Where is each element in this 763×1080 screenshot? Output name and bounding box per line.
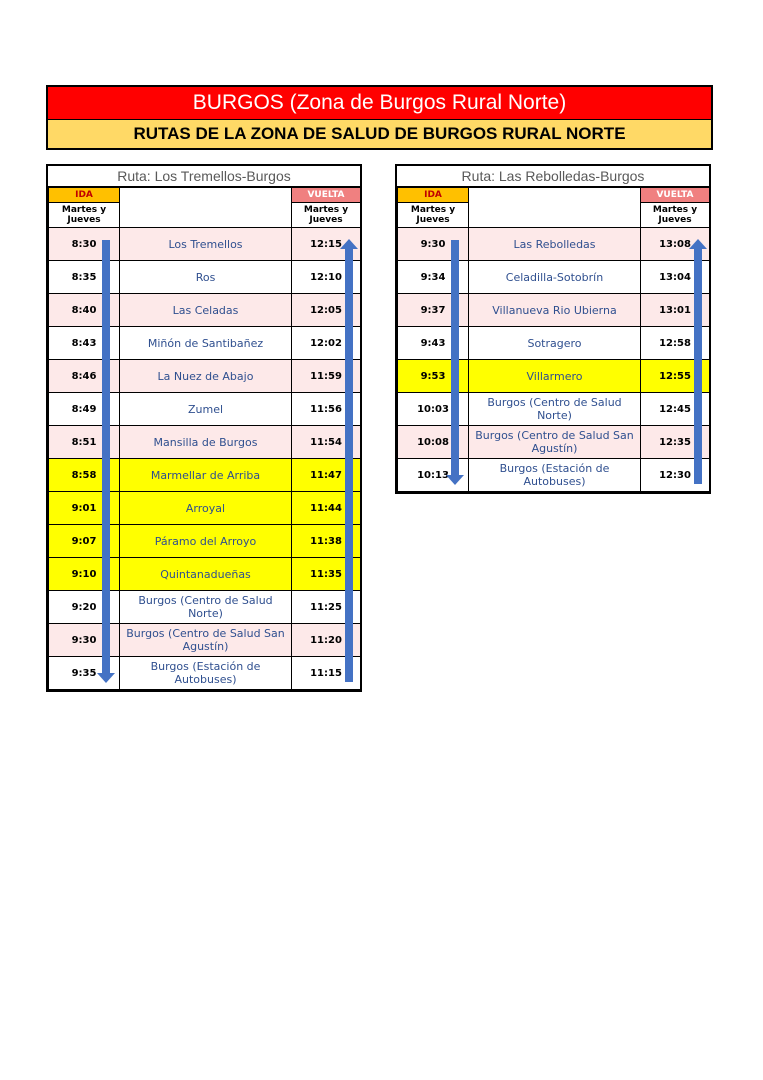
page-header	[46, 85, 713, 150]
vuelta-time: 12:15	[292, 228, 361, 261]
vuelta-time: 12:05	[292, 294, 361, 327]
vuelta-time: 11:20	[292, 624, 361, 657]
schedule-table	[397, 187, 710, 492]
stop-name: Burgos (Estación de Autobuses)	[120, 657, 292, 690]
schedule-row	[49, 228, 361, 261]
arrow-head-down-icon	[97, 673, 115, 683]
stop-name: Los Tremellos	[120, 228, 292, 261]
vuelta-time: 11:25	[292, 591, 361, 624]
stop-name: Marmellar de Arriba	[120, 459, 292, 492]
vuelta-time: 11:35	[292, 558, 361, 591]
ida-direction-arrow-down-icon	[451, 240, 459, 476]
ida-time: 10:13	[398, 459, 469, 492]
schedule-row	[49, 657, 361, 690]
ida-time: 9:10	[49, 558, 120, 591]
schedule-table	[48, 187, 361, 690]
vuelta-direction-arrow-up-icon	[694, 248, 702, 484]
schedule-row	[49, 624, 361, 657]
ida-time: 9:30	[49, 624, 120, 657]
stop-name: Ros	[120, 261, 292, 294]
ida-time: 9:30	[398, 228, 469, 261]
vuelta-time: 12:58	[641, 327, 710, 360]
schedule-row	[49, 327, 361, 360]
vuelta-time: 11:47	[292, 459, 361, 492]
arrow-head-down-icon	[446, 475, 464, 485]
stop-name: Miñón de Santibañez	[120, 327, 292, 360]
schedule-row	[49, 294, 361, 327]
route-title: Ruta: Los Tremellos-Burgos	[48, 166, 360, 187]
stop-name: Burgos (Centro de Salud San Agustín)	[120, 624, 292, 657]
vuelta-time: 11:44	[292, 492, 361, 525]
ida-label: IDA	[49, 188, 120, 203]
ida-time: 9:01	[49, 492, 120, 525]
ida-days: Martes y Jueves	[49, 203, 120, 228]
ida-time: 9:53	[398, 360, 469, 393]
vuelta-time: 12:10	[292, 261, 361, 294]
ida-time: 10:08	[398, 426, 469, 459]
stop-header-blank	[469, 188, 641, 228]
vuelta-label: VUELTA	[292, 188, 361, 203]
vuelta-time: 12:35	[641, 426, 710, 459]
vuelta-time: 11:38	[292, 525, 361, 558]
ida-time: 8:51	[49, 426, 120, 459]
stop-name: Las Rebolledas	[469, 228, 641, 261]
vuelta-time: 11:56	[292, 393, 361, 426]
stop-name: Páramo del Arroyo	[120, 525, 292, 558]
vuelta-time: 11:59	[292, 360, 361, 393]
stop-name: Burgos (Estación de Autobuses)	[469, 459, 641, 492]
ida-direction-arrow-down-icon	[102, 240, 110, 674]
ida-time: 8:40	[49, 294, 120, 327]
vuelta-time: 11:54	[292, 426, 361, 459]
schedule-row	[49, 360, 361, 393]
schedule-row	[49, 426, 361, 459]
schedule-row	[398, 360, 710, 393]
stop-name: Quintanadueñas	[120, 558, 292, 591]
ida-time: 9:37	[398, 294, 469, 327]
route-title: Ruta: Las Rebolledas-Burgos	[397, 166, 709, 187]
ida-time: 8:58	[49, 459, 120, 492]
stop-name: Las Celadas	[120, 294, 292, 327]
stop-name: Burgos (Centro de Salud Norte)	[469, 393, 641, 426]
ida-time: 9:34	[398, 261, 469, 294]
vuelta-time: 12:45	[641, 393, 710, 426]
schedule-row	[398, 459, 710, 492]
ida-time: 9:43	[398, 327, 469, 360]
stop-name: Villarmero	[469, 360, 641, 393]
page-subtitle: RUTAS DE LA ZONA DE SALUD DE BURGOS RURAL NORTE	[48, 120, 711, 148]
schedule-row	[398, 393, 710, 426]
vuelta-time: 13:08	[641, 228, 710, 261]
vuelta-time: 12:02	[292, 327, 361, 360]
ida-time: 8:30	[49, 228, 120, 261]
stop-name: Celadilla-Sotobrín	[469, 261, 641, 294]
vuelta-time: 13:01	[641, 294, 710, 327]
vuelta-days: Martes y Jueves	[292, 203, 361, 228]
schedule-row	[398, 228, 710, 261]
route-table-tremellos	[46, 164, 362, 692]
ida-time: 9:07	[49, 525, 120, 558]
stop-name: La Nuez de Abajo	[120, 360, 292, 393]
stop-header-blank	[120, 188, 292, 228]
page-title: BURGOS (Zona de Burgos Rural Norte)	[48, 87, 711, 120]
schedule-row	[49, 591, 361, 624]
ida-time: 8:49	[49, 393, 120, 426]
route-table-rebolledas	[395, 164, 711, 494]
schedule-row	[49, 261, 361, 294]
vuelta-label: VUELTA	[641, 188, 710, 203]
stop-name: Burgos (Centro de Salud San Agustín)	[469, 426, 641, 459]
vuelta-time: 12:30	[641, 459, 710, 492]
schedule-row	[49, 525, 361, 558]
ida-time: 10:03	[398, 393, 469, 426]
schedule-row	[49, 393, 361, 426]
stop-name: Burgos (Centro de Salud Norte)	[120, 591, 292, 624]
vuelta-time: 11:15	[292, 657, 361, 690]
stop-name: Zumel	[120, 393, 292, 426]
vuelta-days: Martes y Jueves	[641, 203, 710, 228]
ida-time: 9:35	[49, 657, 120, 690]
vuelta-time: 12:55	[641, 360, 710, 393]
vuelta-direction-arrow-up-icon	[345, 248, 353, 682]
arrow-head-up-icon	[689, 239, 707, 249]
schedule-row	[49, 459, 361, 492]
vuelta-time: 13:04	[641, 261, 710, 294]
ida-time: 9:20	[49, 591, 120, 624]
schedule-row	[398, 261, 710, 294]
schedule-row	[398, 327, 710, 360]
ida-days: Martes y Jueves	[398, 203, 469, 228]
ida-label: IDA	[398, 188, 469, 203]
schedule-row	[49, 558, 361, 591]
ida-time: 8:46	[49, 360, 120, 393]
arrow-head-up-icon	[340, 239, 358, 249]
stop-name: Sotragero	[469, 327, 641, 360]
schedule-row	[398, 426, 710, 459]
stop-name: Mansilla de Burgos	[120, 426, 292, 459]
stop-name: Arroyal	[120, 492, 292, 525]
schedule-row	[49, 492, 361, 525]
schedule-row	[398, 294, 710, 327]
ida-time: 8:35	[49, 261, 120, 294]
stop-name: Villanueva Rio Ubierna	[469, 294, 641, 327]
ida-time: 8:43	[49, 327, 120, 360]
